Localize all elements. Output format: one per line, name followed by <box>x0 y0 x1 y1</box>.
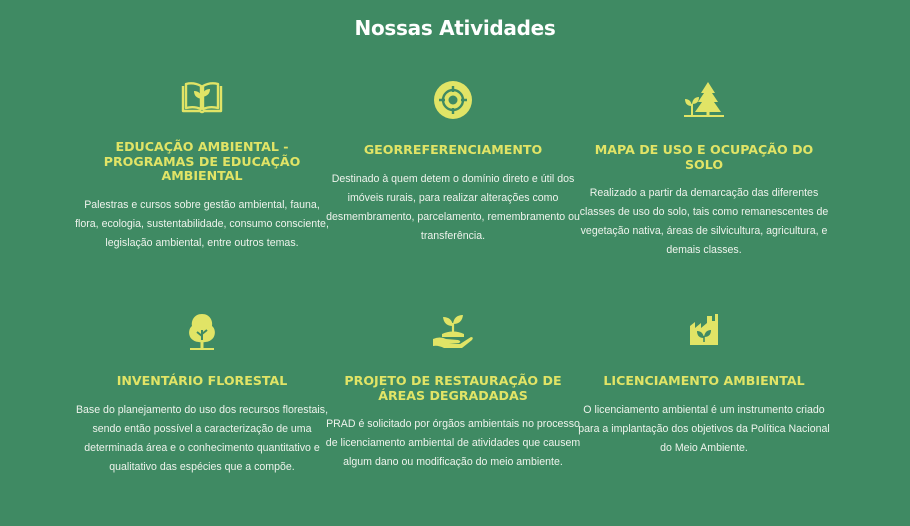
activity-title: INVENTÁRIO FLORESTAL <box>116 373 288 388</box>
activity-card-restauracao-areas <box>323 312 583 472</box>
hand-sprout-icon <box>432 312 474 350</box>
activity-description: Destinado à quem detem o domínio direto e útil dos imóveis rurais, para realizar alterações como desmembramento, parcelamento, remembramento ou transferência. <box>326 172 580 242</box>
activity-card-inventario-florestal <box>72 312 332 477</box>
activity-card-educacao-ambiental <box>72 80 332 253</box>
tree-icon <box>186 312 218 350</box>
activity-title: EDUCAÇÃO AMBIENTAL - PROGRAMAS DE EDUCAÇÃO AMBIENTAL <box>103 139 301 183</box>
trees-plants-icon <box>684 80 724 118</box>
activity-title: LICENCIAMENTO AMBIENTAL <box>603 373 805 388</box>
activity-title: GEORREFERENCIAMENTO <box>363 142 543 157</box>
activity-title: PROJETO DE RESTAURAÇÃO DE ÁREAS DEGRADADAS <box>344 373 562 403</box>
open-book-plant-icon <box>180 80 224 116</box>
activity-description: Realizado a partir da demarcação das diferentes classes de uso do solo, tais como remanescentes de vegetação nativa, áreas de silvicultura, agricultura, e demais classes. <box>579 187 829 256</box>
activity-card-georreferenciamento <box>323 80 583 246</box>
activity-description: O licenciamento ambiental é um instrumento criado para a implantação dos objetivos da Política Nacional do Meio Ambiente. <box>578 403 830 454</box>
factory-leaf-icon <box>689 312 719 346</box>
activity-card-mapa-uso-solo <box>574 80 834 260</box>
target-location-icon <box>433 80 473 120</box>
section-title: Nossas Atividades <box>354 16 556 40</box>
activity-title: MAPA DE USO E OCUPAÇÃO DO SOLO <box>594 142 814 172</box>
activity-card-licenciamento-ambiental <box>574 312 834 458</box>
activity-description: PRAD é solicitado por órgãos ambientais no processo de licenciamento ambiental de atividades que causem algum dano ou modificação do meio ambiente. <box>325 418 581 468</box>
activity-description: Base do planejamento do uso dos recursos florestais, sendo então possível a caracterização de uma determinada área e o conhecimento quantitativo e qualitativo das espécies que a compõe. <box>75 403 329 473</box>
activity-description: Palestras e cursos sobre gestão ambiental, fauna, flora, ecologia, sustentabilidade, consumo consciente, legislação ambiental, entre outros temas. <box>75 198 329 249</box>
